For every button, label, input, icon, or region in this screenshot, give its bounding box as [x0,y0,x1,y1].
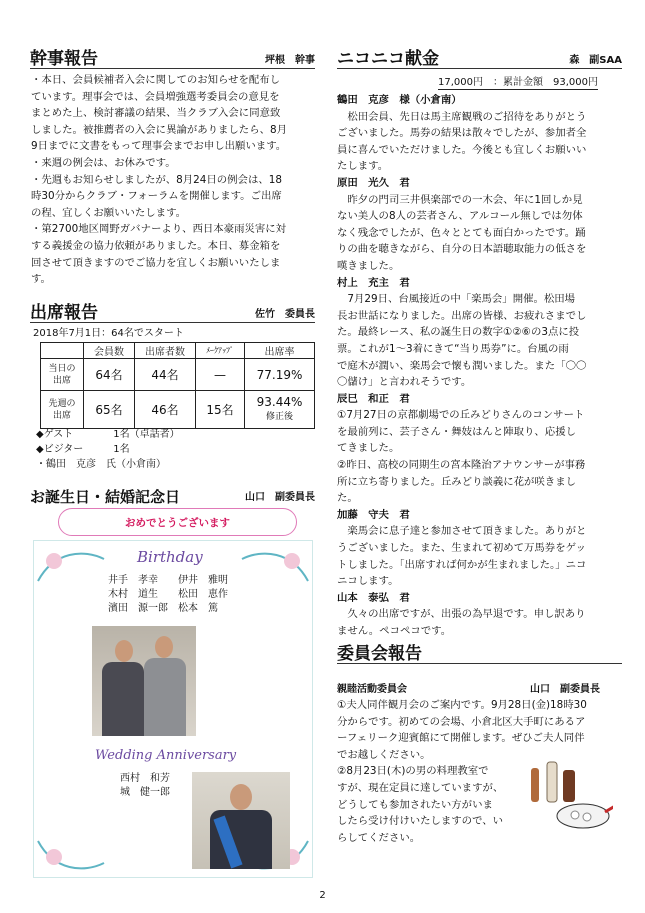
text-line: ーフェリーク迎賓館にて開催します。ぜひご夫人同伴 [337,732,585,745]
text-line: ・先週もお知らせしましたが、8月24日の例会は、18 [31,173,282,186]
birthday-names: 井手 孝幸 伊井 雅明 木村 道生 松田 恵作 濱田 源一郎 松本 篤 [108,575,228,614]
text-line: ・来週の例会は、お休みです。 [31,156,176,169]
committee-title: 委員会報告 [337,644,422,664]
niko-entry-line: ②昨日、高校の同期生の宮本隆治アナウンサーが事務 [337,459,586,472]
committee-byline: 山口 副委員長 [530,684,600,695]
niko-entry [337,507,627,590]
niko-entry-line: 所に立ち寄りました。丘みどり談義に花が咲きまし [337,475,576,488]
niko-entry [337,175,627,275]
committee-name: 親睦活動委員会 [337,684,407,695]
niko-entry-line: を最前列に、芸子さん・舞妓はんと陣取り、応援し [337,425,576,438]
niko-entry [337,92,627,175]
row-label: 出席 [52,375,71,386]
text-line: ・本日、会員候補者入会に関してのお知らせを配布し [31,74,281,86]
table-header [41,343,84,359]
visitor-name: ・鶴田 克彦 氏（小倉南） [36,459,166,470]
cell-rate: 77.19% [245,359,315,391]
niko-body [337,92,627,640]
niko-entry-name: 辰巳 和正 君 [337,392,410,405]
niko-entry [337,391,627,507]
wedding-script-title: Wedding Anniversary [95,748,237,763]
niko-entry-line: 員に喜んでいただけました。今後とも宜しくお願いい [337,143,587,156]
niko-entry-name: 原田 光久 君 [337,176,410,189]
table-header: ﾒｰｸｱｯﾌﾟ [196,343,245,359]
text-line: 分からです。初めての会場、小倉北区大手町にあるア [337,715,586,728]
text-line: ・第2700地区岡野ガバナーより、西日本豪雨災害に対 [31,223,287,236]
niko-entry-line: 嘆きました。 [337,259,400,272]
cell-members: 64名 [84,359,135,391]
niko-byline: 森 副SAA [569,55,622,66]
text-line: す。 [31,273,51,286]
text-line: らしてください。 [337,831,421,844]
niko-entry-line: 松田会員、先日は馬主席観戦のご招待をありがとう [337,110,587,123]
wedding-names: 西村 和芳 城 健一郎 [120,773,170,798]
niko-entry-line: てきました。 [337,442,400,455]
niko-entry [337,590,627,640]
birthday-header [30,485,315,505]
niko-entry-line: た。 [337,492,358,505]
row-label: 出席 [52,410,71,421]
niko-entry-line: で庭木が潤い、楽馬会で懐も潤いました。また「〇〇 [337,359,587,372]
birthday-title: お誕生日・結婚記念日 [30,488,181,506]
text-line: ています。理事会では、会員増強選考委員会の意見を [31,90,280,103]
cell-makeup: — [196,359,245,391]
text-line: したら受け付けいたしますので、い [337,815,504,828]
niko-entry-line: りの曲を聴きながら、自分の日本語聴取能力の低さを [337,243,587,256]
niko-total: 17,000円 ：累計金額 93,000円 [438,77,598,88]
niko-entry-line: ない美人の8人の芸者さん、アルコール無しでは勿体 [337,210,583,223]
committee-header [337,643,622,664]
niko-entry-line: 昨夕の門司三井倶楽部での一木会、年に1回しか見 [337,193,583,206]
niko-entry [337,275,627,391]
visitor-line: ◆ビジター 1名 [36,444,130,455]
guest-line: ◆ゲスト 1名（卓話者） [36,429,180,440]
niko-entry-name: 村上 充主 君 [337,276,410,289]
row-label: 先週の [48,398,76,409]
text-line: 回させて頂きますのでご協力を宜しくお願いいたしま [31,256,281,269]
table-header: 出席者数 [135,343,196,359]
cell-rate: 93.44% [256,394,303,409]
table-row [41,359,315,391]
attendance-title: 出席報告 [30,303,98,323]
congrats-banner: おめでとうございます [58,508,297,536]
text-line: どうしても参加されたい方がいま [337,798,493,811]
niko-entry-line: 楽馬会に息子達と参加させて頂きました。ありがと [337,525,587,538]
cell-members: 65名 [84,391,135,429]
niko-entry-line: ません。ペコペコです。 [337,625,452,637]
niko-entry-line: たします。 [337,160,389,173]
cell-makeup: 15名 [196,391,245,429]
niko-entry-name: 山本 泰弘 君 [337,591,410,604]
kanji-report-byline: 坪根 幹事 [265,55,315,66]
table-header: 会員数 [84,343,135,359]
text-line: すが、現在定員に達していますが、 [337,781,504,794]
niko-entry-name: 鶴田 克彦 様（小倉南） [337,94,462,106]
text-line: まとめた上、検討審議の結果、当クラブ入会に同意致 [31,107,281,120]
niko-entry-line: 久々の出席ですが、出張の為早退です。申し訳あり [337,608,586,621]
text-line: ①夫人同伴観月会のご案内です。9月28日(金)18時30 [337,699,587,711]
attendance-start: 2018年7月1日：64名でスタート [33,328,184,339]
text-line: 9日までに文書をもって理事会までお申し出願います。 [31,140,287,153]
kanji-report-title: 幹事報告 [30,49,98,69]
kanji-report-header [30,48,315,69]
row-label: 当日の [48,363,76,374]
birthday-photo [92,626,196,736]
birthday-byline: 山口 副委員長 [245,492,315,503]
attendance-header [30,302,315,323]
niko-entry-line: た。最終レース、私の誕生日の数字①②⑥の3点に投 [337,326,580,339]
niko-entry-name: 加藤 守夫 君 [337,508,410,521]
niko-entry-line: うございました。また、生まれて初めて万馬券をゲッ [337,542,586,555]
table-row [41,391,315,429]
cooking-illustration [523,760,613,832]
niko-entry-line: 票。これが1〜3着にきて“当り馬券”に。台風の雨 [337,342,569,355]
niko-header [337,48,622,69]
niko-entry-line: トしました。「出席すれば何かが生まれました。」ニコ [337,558,587,571]
cell-present: 44名 [135,359,196,391]
wedding-photo [192,772,290,869]
page-number: 2 [319,890,326,901]
birthday-script-title: Birthday [137,548,203,566]
text-line: しました。被推薦者の入会に異論がありましたら、8月 [31,123,287,136]
niko-entry-line: ございました。馬券の結果は散々でしたが、参加者全 [337,127,587,140]
niko-entry-line: 7月29日、台風接近の中「楽馬会」開催。松田場 [337,293,576,306]
attendance-table [40,342,315,429]
niko-entry-line: ①7月27日の京都劇場での丘みどりさんのコンサート [337,409,585,422]
text-line: する義援金の協力依頼がありました。本日、募金箱を [31,239,281,252]
text-line: 時30分からクラブ・フォーラムを開催します。ご出席 [31,190,282,203]
niko-entry-line: なく残念でしたが、色々ととても面白かったです。踊 [337,226,586,239]
niko-entry-line: ニコします。 [337,575,399,588]
niko-title: ニコニコ献金 [337,49,439,69]
cell-present: 46名 [135,391,196,429]
table-header: 出席率 [245,343,315,359]
text-line: ②8月23日(木)の男の料理教室で [337,765,489,778]
text-line: でお越しください。 [337,748,431,761]
niko-entry-line: 長お世話になりました。出席の皆様、お疲れさまでし [337,309,587,322]
niko-entry-line: 〇儲け」と言われそうです。 [337,376,472,389]
kanji-report-body [31,72,321,288]
cell-note: 修正後 [265,411,293,422]
attendance-byline: 佐竹 委員長 [255,309,315,320]
text-line: の程、宜しくお願いいたします。 [31,206,187,219]
